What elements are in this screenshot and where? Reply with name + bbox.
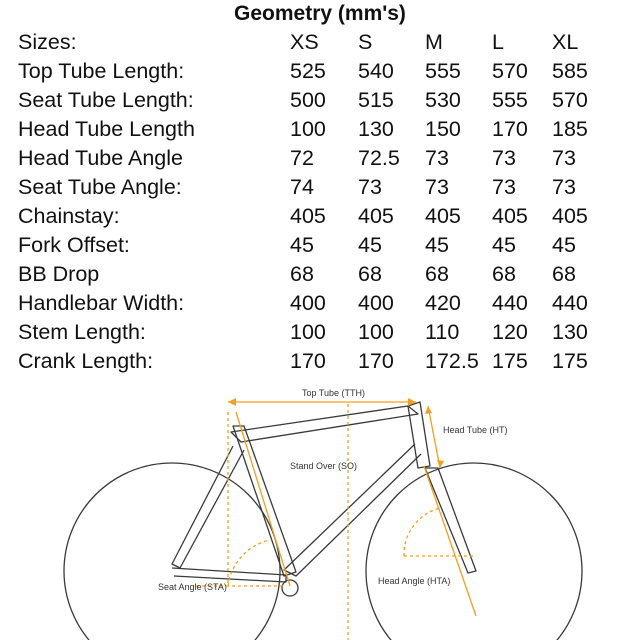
row-label: Top Tube Length:	[18, 59, 185, 83]
table-cell: 73	[425, 146, 449, 170]
top-tube-label: Top Tube (TTH)	[302, 388, 366, 398]
table-cell: 73	[552, 146, 576, 170]
page-title: Geometry (mm's)	[234, 2, 406, 25]
table-cell: 72	[290, 146, 314, 170]
table-cell: 170	[358, 349, 394, 373]
table-cell: 420	[425, 291, 461, 315]
table-cell: 515	[358, 88, 394, 112]
table-cell: 110	[425, 320, 460, 344]
bike-frame	[172, 402, 476, 596]
table-cell: 45	[425, 233, 449, 257]
table-cell: 500	[290, 88, 326, 112]
table-row	[18, 144, 612, 173]
table-cell: 72.5	[358, 146, 400, 170]
seat-angle-label: Seat Angle (STA)	[158, 582, 227, 592]
table-cell: 130	[552, 320, 588, 344]
sizes-label: Sizes:	[18, 30, 77, 54]
table-cell: 525	[290, 59, 326, 83]
table-cell: 150	[425, 117, 461, 141]
row-label: Seat Tube Length:	[18, 88, 194, 112]
measurement-lines	[196, 402, 476, 640]
table-cell: 530	[425, 88, 461, 112]
table-cell: 175	[492, 349, 528, 373]
table-cell: 73	[358, 175, 382, 199]
table-cell: 68	[492, 262, 516, 286]
table-cell: 45	[552, 233, 576, 257]
table-row	[18, 202, 612, 231]
table-cell: 100	[290, 117, 326, 141]
table-cell: 74	[290, 175, 314, 199]
table-cell: 68	[290, 262, 314, 286]
table-header-row	[18, 28, 612, 57]
table-cell: 405	[492, 204, 528, 228]
table-cell: 120	[492, 320, 528, 344]
row-label: Handlebar Width:	[18, 291, 185, 315]
table-cell: 405	[425, 204, 461, 228]
table-row	[18, 115, 612, 144]
table-cell: 100	[290, 320, 326, 344]
row-label: Head Tube Length	[18, 117, 195, 141]
table-cell: 555	[492, 88, 528, 112]
table-row	[18, 57, 612, 86]
table-cell: 45	[358, 233, 382, 257]
table-cell: 400	[290, 291, 326, 315]
size-header: L	[492, 30, 504, 54]
table-cell: 570	[492, 59, 528, 83]
table-cell: 73	[492, 146, 516, 170]
size-header: S	[358, 30, 373, 54]
table-row	[18, 231, 612, 260]
rear-wheel	[64, 463, 280, 640]
table-cell: 585	[552, 59, 588, 83]
table-cell: 45	[492, 233, 516, 257]
table-cell: 440	[492, 291, 528, 315]
table-cell: 73	[425, 175, 449, 199]
table-row	[18, 289, 612, 318]
size-header: XS	[290, 30, 319, 54]
head-angle-label: Head Angle (HTA)	[378, 576, 451, 586]
table-row	[18, 260, 612, 289]
table-cell: 73	[492, 175, 516, 199]
table-cell: 570	[552, 88, 588, 112]
row-label: Seat Tube Angle:	[18, 175, 182, 199]
table-cell: 185	[552, 117, 588, 141]
stand-over-label: Stand Over (SO)	[290, 461, 358, 471]
table-cell: 405	[290, 204, 326, 228]
row-label: Crank Length:	[18, 349, 154, 373]
table-row	[18, 347, 612, 376]
table-row	[18, 86, 612, 115]
table-cell: 68	[552, 262, 576, 286]
size-header: XL	[552, 30, 579, 54]
table-cell: 68	[358, 262, 382, 286]
table-cell: 170	[290, 349, 326, 373]
table-cell: 555	[425, 59, 461, 83]
row-label: Chainstay:	[18, 204, 120, 228]
table-row	[18, 318, 612, 347]
table-cell: 100	[358, 320, 394, 344]
row-label: BB Drop	[18, 262, 100, 286]
bike-geometry-diagram	[0, 376, 640, 640]
front-wheel	[366, 463, 582, 640]
table-cell: 170	[492, 117, 528, 141]
size-header: M	[425, 30, 443, 54]
table-cell: 45	[290, 233, 314, 257]
row-label: Stem Length:	[18, 320, 146, 344]
table-row	[18, 173, 612, 202]
table-cell: 172.5	[425, 349, 479, 373]
table-cell: 405	[552, 204, 588, 228]
head-tube-label: Head Tube (HT)	[443, 425, 508, 435]
table-cell: 73	[552, 175, 576, 199]
table-cell: 405	[358, 204, 394, 228]
table-cell: 68	[425, 262, 449, 286]
table-cell: 540	[358, 59, 394, 83]
row-label: Fork Offset:	[18, 233, 130, 257]
table-cell: 400	[358, 291, 394, 315]
row-label: Head Tube Angle	[18, 146, 183, 170]
table-cell: 440	[552, 291, 588, 315]
table-cell: 130	[358, 117, 394, 141]
table-cell: 175	[552, 349, 588, 373]
bike-diagram-svg	[0, 376, 640, 640]
geometry-table	[18, 28, 612, 376]
